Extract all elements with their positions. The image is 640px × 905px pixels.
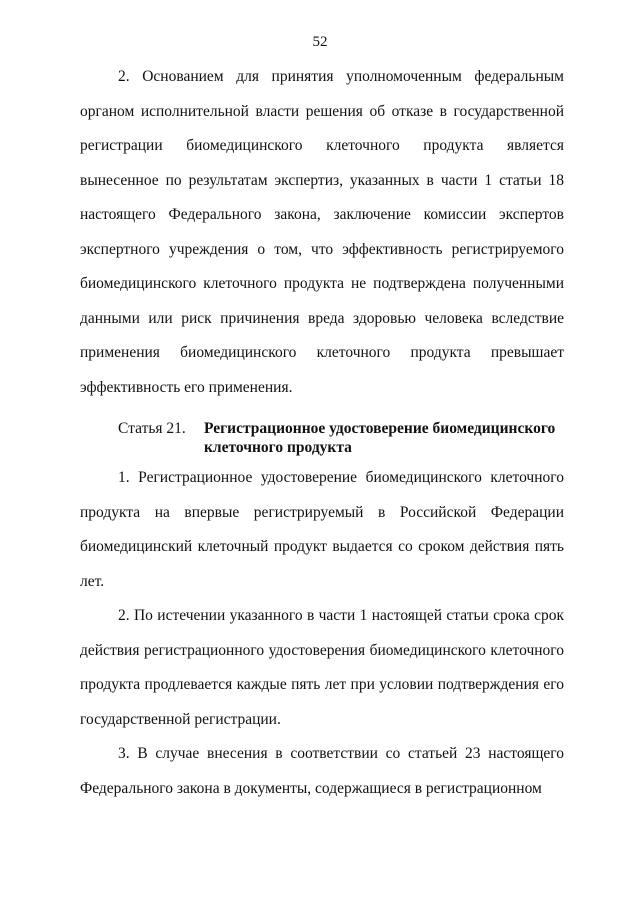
paragraph-document-changes: 3. В случае внесения в соответствии со статьей 23 настоящего Федерального закона в документы, содержащиеся в регистрационном: [80, 745, 564, 797]
paragraph-certificate-term: 1. Регистрационное удостоверение биомедицинского клеточного продукта на впервые регистрируемый в Российской Федерации биомедицинский клеточный продукт выдается со сроком действия пять лет.: [80, 469, 564, 590]
page-number: 52: [312, 34, 328, 50]
article-title: Регистрационное удостоверение биомедицинского клеточного продукта: [204, 420, 556, 456]
document-body: [80, 60, 564, 806]
article-number: Статья 21.: [118, 420, 186, 437]
paragraph-certificate-extension: 2. По истечении указанного в части 1 настоящей статьи срока срок действия регистрационного удостоверения биомедицинского клеточного продукта продлевается каждые пять лет при условии подтверждения его государственной регистрации.: [80, 607, 564, 728]
paragraph-refusal-grounds: 2. Основанием для принятия уполномоченным федеральным органом исполнительной власти решения об отказе в государственной регистрации биомедицинского клеточного продукта является вынесенное по результатам экспертиз, указанных в части 1 статьи 18 настоящего Федерального закона, заключение комиссии экспертов экспертного учреждения о том, что эффективность регистрируемого биомедицинского клеточного продукта не подтверждена полученными данными или риск причинения вреда здоровью человека вследствие применения биомедицинского клеточного продукта превышает эффективность его применения.: [80, 68, 564, 396]
article-heading: [80, 419, 564, 457]
